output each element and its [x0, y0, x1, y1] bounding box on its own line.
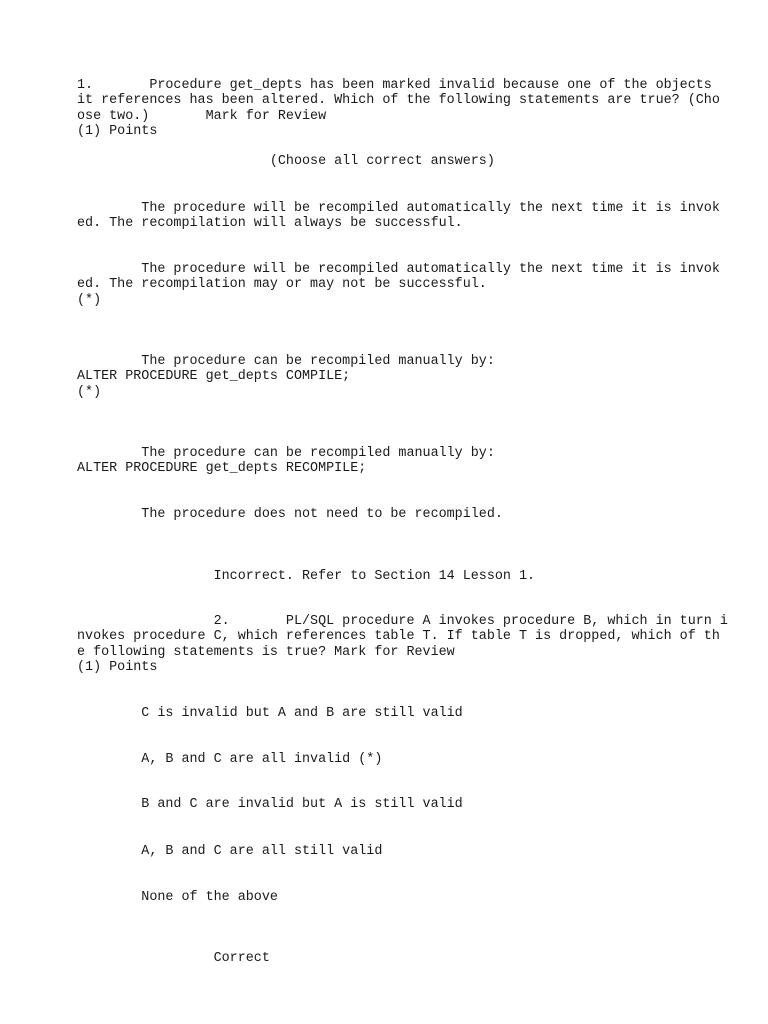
option-text-line: ALTER PROCEDURE get_depts COMPILE; — [77, 369, 351, 385]
option-text-line: The procedure will be recompiled automatically the next time it is invok — [77, 262, 720, 277]
question-2-text-line-1: 2. PL/SQL procedure A invokes procedure B, which in turn i — [77, 614, 728, 629]
option-text-line: ed. The recompilation may or may not be successful. — [77, 277, 487, 293]
question-2-option-1[interactable]: C is invalid but A and B are still valid — [77, 706, 463, 721]
correct-answer-marker: (*) — [77, 384, 102, 400]
option-text-line: The procedure can be recompiled manually by: — [77, 354, 495, 369]
question-1-points: (1) Points — [77, 124, 158, 140]
question-1-feedback: Incorrect. Refer to Section 14 Lesson 1. — [77, 569, 536, 584]
option-text-line: ALTER PROCEDURE get_depts RECOMPILE; — [77, 461, 367, 477]
question-2-feedback: Correct — [77, 951, 270, 966]
question-1-text-line-3: ose two.) Mark for Review — [77, 108, 327, 124]
option-text-line: The procedure does not need to be recompiled. — [77, 507, 503, 522]
question-2-text-line-2: nvokes procedure C, which references table T. If table T is dropped, which of th — [77, 629, 720, 645]
question-1-text-line-1: 1. Procedure get_depts has been marked invalid because one of the objects — [77, 78, 712, 93]
question-2-option-2[interactable]: A, B and C are all invalid (*) — [77, 752, 383, 767]
question-2-text-line-3: e following statements is true? Mark for Review — [77, 644, 455, 660]
question-2-option-3[interactable]: B and C are invalid but A is still valid — [77, 797, 463, 812]
question-1-instruction: (Choose all correct answers) — [77, 154, 495, 169]
question-2-option-4[interactable]: A, B and C are all still valid — [77, 844, 383, 859]
option-text-line: The procedure can be recompiled manually by: — [77, 446, 495, 461]
question-2-option-5[interactable]: None of the above — [77, 890, 278, 905]
correct-answer-marker: (*) — [77, 292, 102, 308]
option-text-line: The procedure will be recompiled automatically the next time it is invok — [77, 201, 720, 216]
question-2-points: (1) Points — [77, 660, 158, 676]
question-1-text-line-2: it references has been altered. Which of the following statements are true? (Cho — [77, 93, 720, 109]
option-text-line: ed. The recompilation will always be successful. — [77, 216, 463, 232]
